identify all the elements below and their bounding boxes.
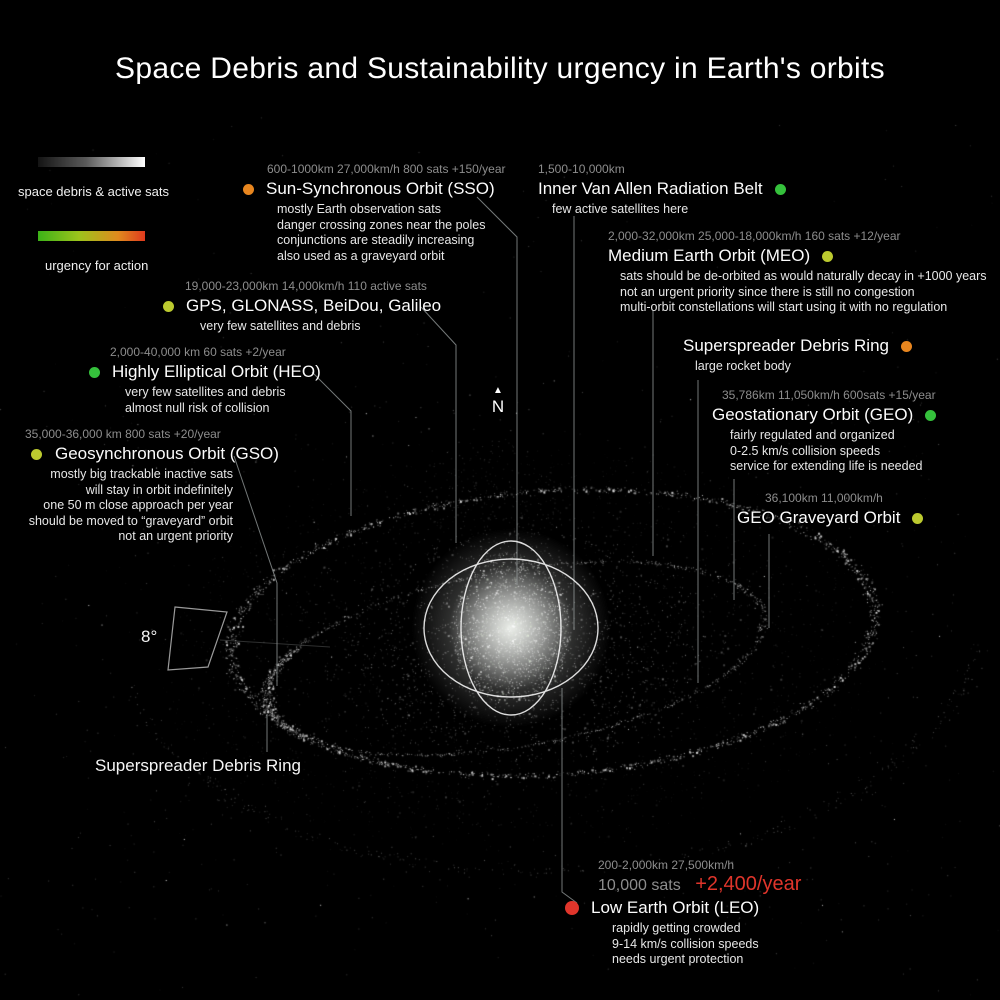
heo-detail-line: very few satellites and debris (125, 385, 286, 399)
annotation-leo (565, 858, 801, 968)
sso-detail-line: also used as a graveyard orbit (277, 248, 445, 263)
geo-stats: 35,786km 11,050km/h 600sats +15/year (722, 388, 936, 402)
urgency-dot (822, 251, 833, 262)
urgency-dot (565, 901, 579, 915)
urgency-dot (89, 367, 100, 378)
gso-detail-line: one 50 m close approach per year (43, 498, 233, 512)
geo-detail-line: 0-2.5 km/s collision speeds (730, 443, 881, 458)
geo-detail-line: fairly regulated and organized (730, 428, 895, 442)
leo-growth-rate: +2,400/year (695, 873, 802, 895)
leo-sat-count: 10,000 sats (598, 877, 681, 894)
leo-detail-line: 9-14 km/s collision speeds (612, 936, 759, 951)
urgency-dot (243, 184, 254, 195)
gnss-details (200, 319, 441, 335)
meo-title: Medium Earth Orbit (MEO) (608, 246, 811, 265)
polar-orbit-outlines (424, 541, 598, 715)
urgency-gradient-bar (38, 231, 145, 241)
annotation-gso (25, 427, 279, 545)
gso-detail-line: will stay in orbit indefinitely (85, 482, 233, 497)
sso-stats: 600-1000km 27,000km/h 800 sats +150/year (267, 162, 506, 176)
heo-title: Highly Elliptical Orbit (HEO) (112, 362, 321, 381)
van-allen-stats: 1,500-10,000km (538, 162, 625, 176)
polar-shell-ellipse (461, 541, 561, 715)
north-compass (485, 385, 511, 417)
gso-stats: 35,000-36,000 km 800 sats +20/year (25, 427, 221, 441)
urgency-dot (31, 449, 42, 460)
leo-stats: 200-2,000km 27,500km/h (598, 858, 735, 872)
sso-title: Sun-Synchronous Orbit (SSO) (266, 179, 495, 198)
geo-title: Geostationary Orbit (GEO) (712, 405, 914, 424)
leo-details (612, 921, 801, 968)
heo-detail-line: almost null risk of collision (125, 400, 270, 415)
annotation-sso (243, 162, 506, 264)
debris-gradient-label: space debris & active sats (18, 184, 170, 199)
meo-detail-line: multi-orbit constellations will start using it with no regulation (620, 300, 948, 314)
leo-detail-line: needs urgent protection (612, 952, 744, 966)
north-label: N (491, 397, 505, 416)
van-allen-title: Inner Van Allen Radiation Belt (538, 179, 763, 198)
geo-graveyard-title: GEO Graveyard Orbit (737, 508, 901, 527)
inclination-wedge (168, 607, 330, 670)
gso-details (25, 467, 233, 545)
geo-details (730, 428, 936, 475)
leader-gso (234, 456, 277, 686)
sso-detail-line: conjunctions are steadily increasing (277, 233, 475, 247)
leo-title: Low Earth Orbit (LEO) (591, 898, 760, 917)
heo-stats: 2,000-40,000 km 60 sats +2/year (110, 345, 286, 359)
sso-details (277, 202, 506, 264)
gnss-detail-line: very few satellites and debris (200, 319, 361, 333)
urgency-dot (163, 301, 174, 312)
page-title: Space Debris and Sustainability urgency in Earth's orbits (115, 52, 885, 85)
meo-detail-line: not an urgent priority since there is still no congestion (620, 284, 915, 299)
urgency-dot (925, 410, 936, 421)
meo-details (620, 269, 987, 316)
superspreader-title: Superspreader Debris Ring (683, 336, 889, 355)
geo-detail-line: service for extending life is needed (730, 459, 923, 473)
gso-detail-line: mostly big trackable inactive sats (50, 467, 233, 481)
urgency-gradient-label: urgency for action (45, 258, 149, 273)
gnss-stats: 19,000-23,000km 14,000km/h 110 active sats (185, 279, 427, 293)
geo-graveyard-stats: 36,100km 11,000km/h (765, 491, 883, 505)
debris-gradient-bar (38, 157, 145, 167)
leo-detail-line: rapidly getting crowded (612, 921, 741, 935)
annotation-superspreader-right (683, 336, 912, 375)
superspreader-detail-line: large rocket body (695, 359, 791, 373)
annotation-van-allen (538, 162, 786, 218)
gso-detail-line: should be moved to “graveyard” orbit (28, 513, 233, 528)
equatorial-shell-ellipse (424, 559, 598, 697)
sso-detail-line: mostly Earth observation sats (277, 202, 441, 216)
north-arrow-icon: ▲ (493, 385, 503, 396)
gso-detail-line: not an urgent priority (118, 529, 233, 543)
annotation-geo-graveyard (737, 491, 923, 528)
superspreader-left-label: Superspreader Debris Ring (95, 756, 301, 775)
urgency-dot (901, 341, 912, 352)
van-allen-details (552, 202, 786, 218)
annotation-gnss (163, 279, 441, 335)
annotation-meo (608, 229, 987, 316)
gso-title: Geosynchronous Orbit (GSO) (55, 444, 279, 463)
leader-gnss (421, 307, 456, 543)
inclination-label: 8° (141, 627, 158, 646)
superspreader-details (695, 359, 912, 375)
sso-detail-line: danger crossing zones near the poles (277, 217, 486, 232)
annotation-heo (89, 345, 321, 416)
van-allen-detail-line: few active satellites here (552, 202, 689, 216)
meo-stats: 2,000-32,000km 25,000-18,000km/h 160 sats +12/year (608, 229, 901, 243)
heo-details (125, 385, 321, 416)
annotation-geo (712, 388, 936, 475)
meo-detail-line: sats should be de-orbited as would naturally decay in +1000 years (620, 269, 987, 283)
urgency-dot (775, 184, 786, 195)
urgency-dot (912, 513, 923, 524)
gnss-title: GPS, GLONASS, BeiDou, Galileo (186, 296, 442, 315)
